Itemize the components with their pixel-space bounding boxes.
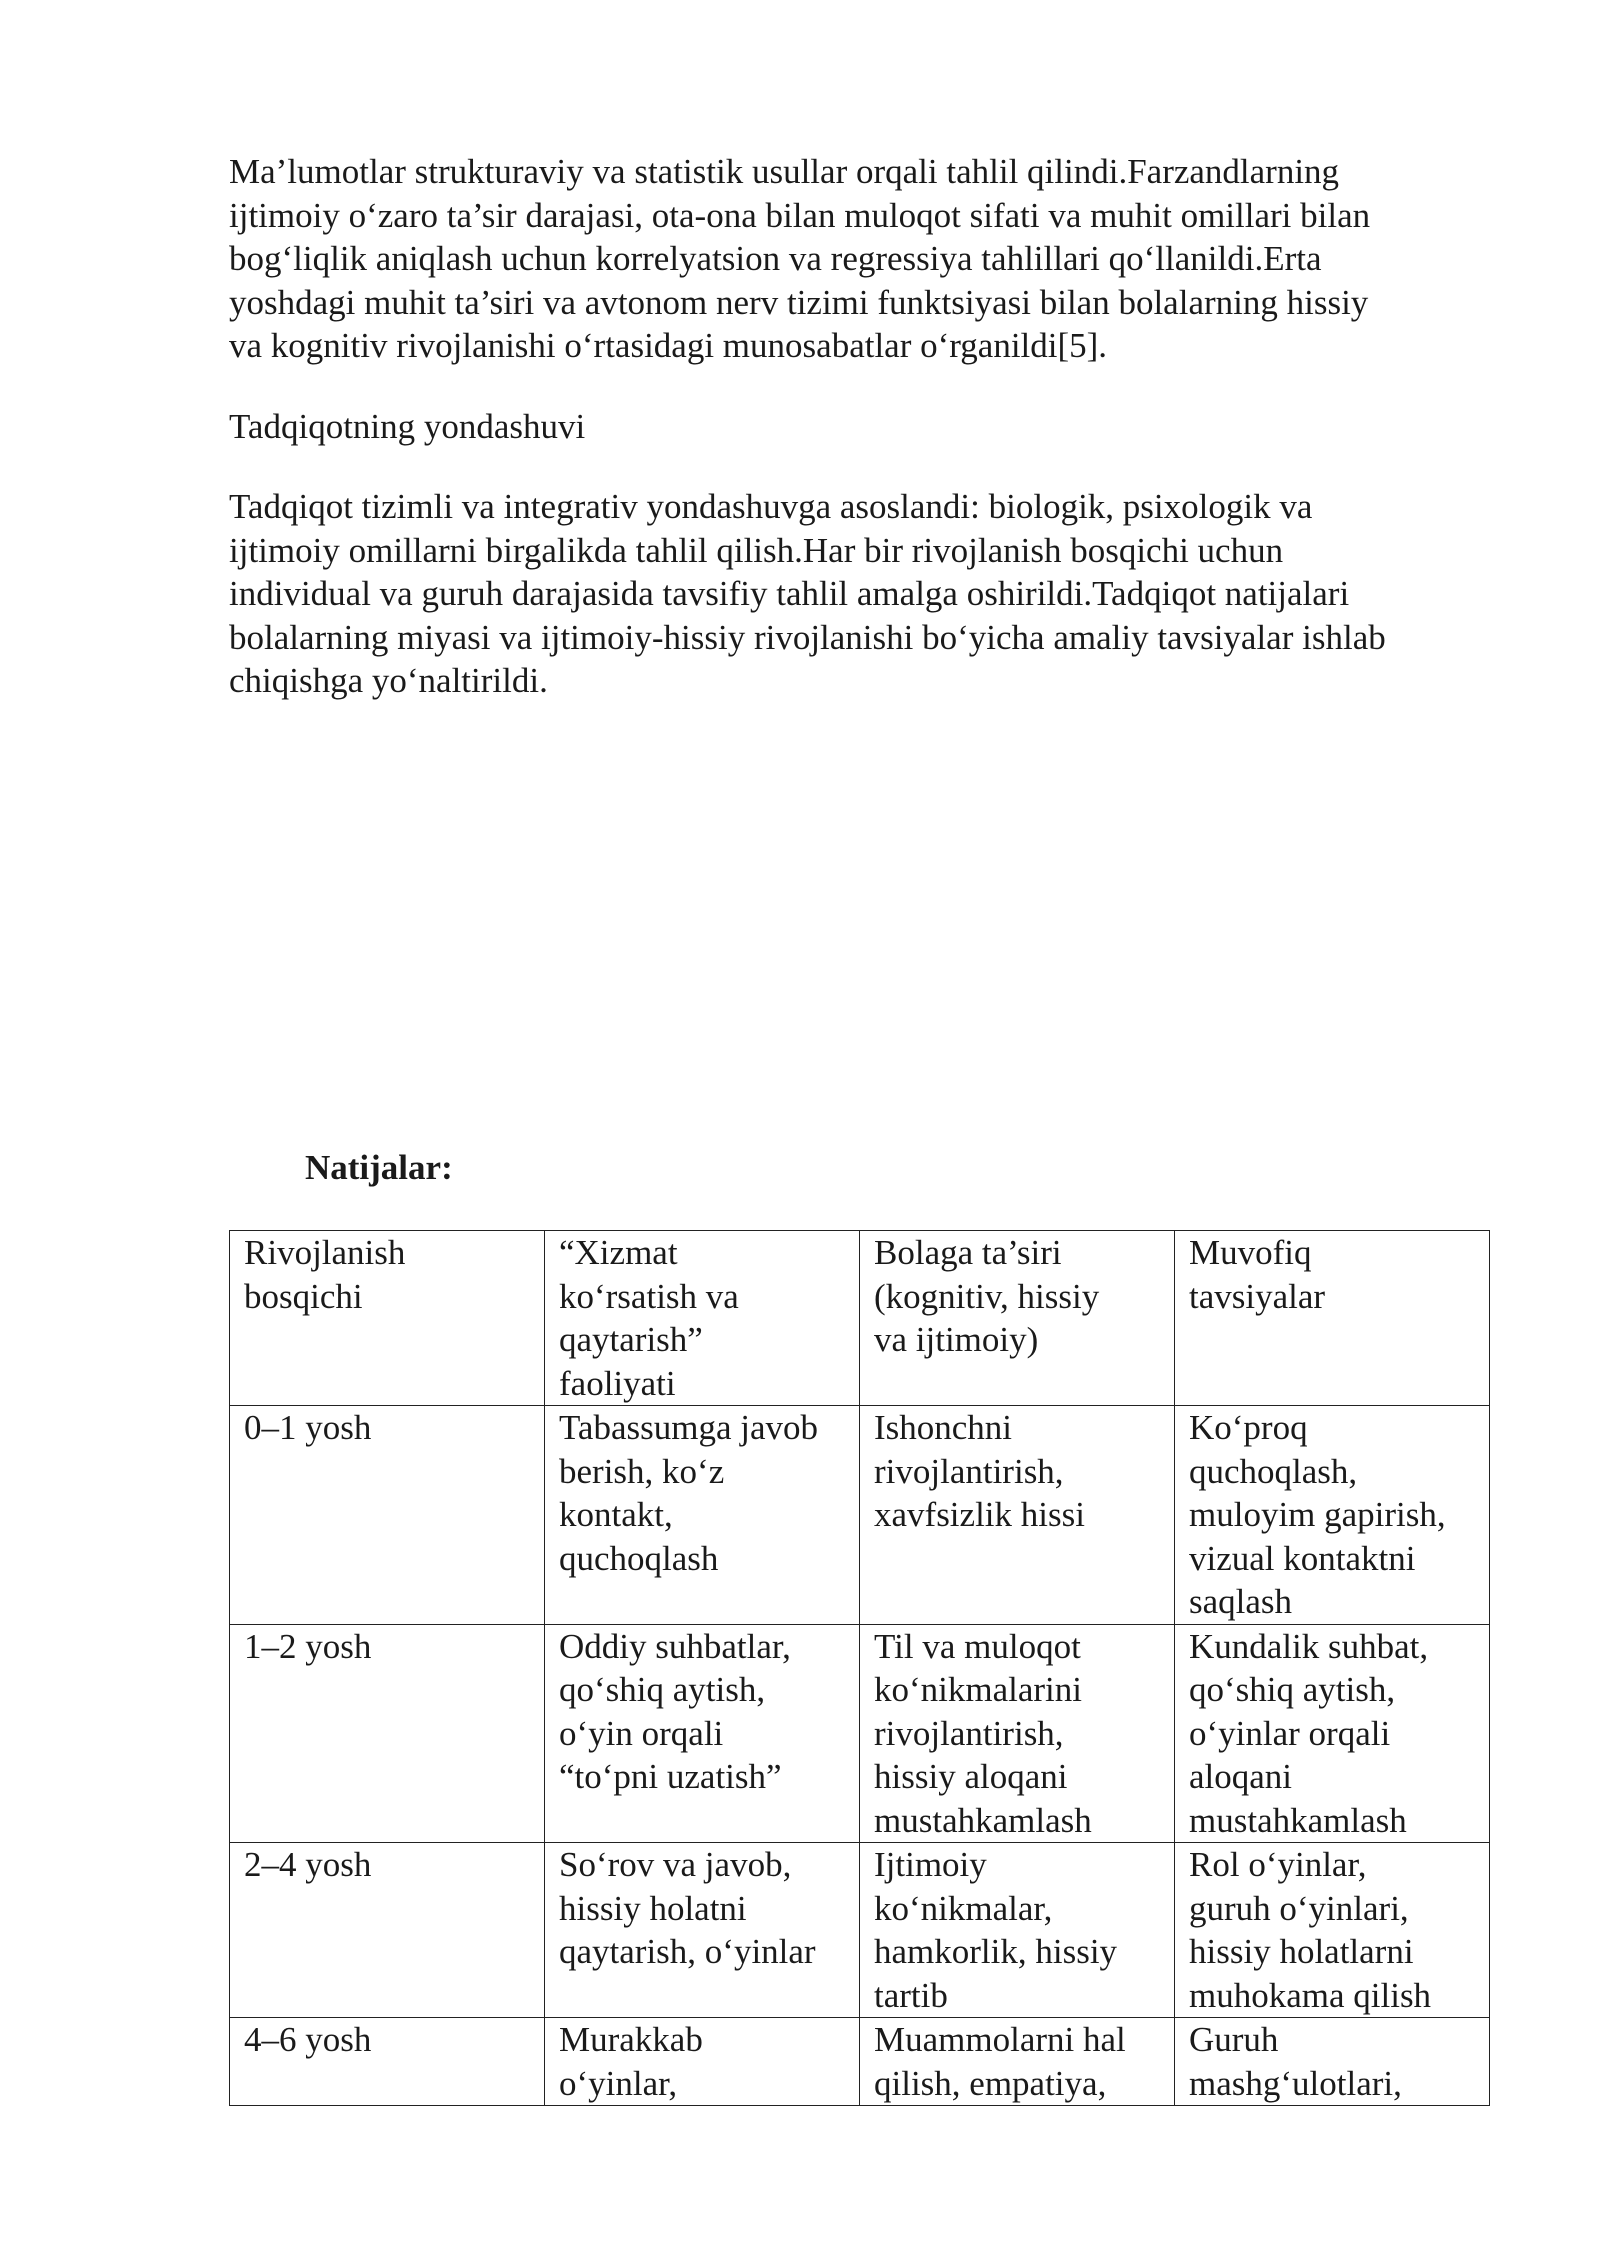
paragraph-research-approach: [229, 485, 1386, 703]
stage-cell: [230, 2018, 545, 2106]
cell-text-line: Rivojlanish: [244, 1233, 406, 1272]
cell-text-line: qaytarish, o‘yinlar: [559, 1932, 816, 1971]
cell-text-line: hissiy aloqani: [874, 1757, 1068, 1796]
text-line: bog‘liqlik aniqlash uchun korrelyatsion va regressiya tahlillari qo‘llanildi.Erta: [229, 239, 1322, 278]
cell-text-line: qo‘shiq aytish,: [559, 1670, 766, 1709]
impact-cell: [860, 2018, 1175, 2106]
cell-text-line: xavfsizlik hissi: [874, 1495, 1085, 1534]
column-header: [860, 1231, 1175, 1406]
cell-text-line: Rol o‘yinlar,: [1189, 1845, 1367, 1884]
cell-text-line: 4–6 yosh: [244, 2020, 372, 2059]
cell-text-line: quchoqlash: [559, 1538, 719, 1578]
column-header: [1175, 1231, 1490, 1406]
cell-text-line: muhokama qilish: [1189, 1975, 1432, 2015]
cell-text-line: aloqani: [1189, 1757, 1293, 1796]
cell-text-line: rivojlantirish,: [874, 1713, 1064, 1753]
cell-text-line: Ko‘proq: [1189, 1408, 1308, 1447]
cell-text-line: bosqichi: [244, 1276, 363, 1316]
cell-text-line: 1–2 yosh: [244, 1626, 372, 1666]
cell-text-line: Oddiy suhbatlar,: [559, 1626, 791, 1666]
cell-text-line: qo‘shiq aytish,: [1189, 1670, 1396, 1709]
stage-cell: [230, 1843, 545, 2018]
cell-text-line: mashg‘ulotlari,: [1189, 2063, 1402, 2103]
text-line: bolalarning miyasi va ijtimoiy-hissiy rivojlanishi bo‘yicha amaliy tavsiyalar ishlab: [229, 617, 1386, 657]
cell-text-line: Kundalik suhbat,: [1189, 1626, 1429, 1666]
cell-text-line: Murakkab: [559, 2020, 703, 2059]
table-row: [230, 2018, 1490, 2106]
impact-cell: [860, 1406, 1175, 1625]
cell-text-line: o‘yinlar orqali: [1189, 1713, 1391, 1753]
text-line: Tadqiqot tizimli va integrativ yondashuvga asoslandi: biologik, psixologik va: [229, 487, 1313, 526]
impact-cell: [860, 1624, 1175, 1843]
cell-text-line: Muammolarni hal: [874, 2020, 1126, 2059]
cell-text-line: hissiy holatlarni: [1189, 1932, 1414, 1971]
activity-cell: [545, 2018, 860, 2106]
cell-text-line: mustahkamlash: [1189, 1800, 1407, 1840]
recommendation-cell: [1175, 1843, 1490, 2018]
recommendation-cell: [1175, 2018, 1490, 2106]
column-header: [545, 1231, 860, 1406]
text-line: va kognitiv rivojlanishi o‘rtasidagi munosabatlar o‘rganildi[5].: [229, 326, 1108, 365]
cell-text-line: tartib: [874, 1975, 948, 2015]
paragraph-data-analysis: [229, 150, 1370, 368]
cell-text-line: faoliyati: [559, 1363, 676, 1403]
cell-text-line: rivojlantirish,: [874, 1451, 1064, 1491]
recommendation-cell: [1175, 1406, 1490, 1625]
table-row: [230, 1624, 1490, 1843]
cell-text-line: (kognitiv, hissiy: [874, 1276, 1100, 1316]
cell-text-line: Til va muloqot: [874, 1626, 1081, 1666]
section-heading: Tadqiqotning yondashuvi: [229, 407, 586, 446]
results-table: [229, 1230, 1490, 2106]
text-line: chiqishga yo‘naltirildi.: [229, 661, 548, 700]
text-line: yoshdagi muhit ta’siri va avtonom nerv tizimi funktsiyasi bilan bolalarning hissiy: [229, 282, 1369, 322]
cell-text-line: qaytarish”: [559, 1320, 703, 1359]
cell-text-line: va ijtimoiy): [874, 1320, 1039, 1359]
cell-text-line: ko‘nikmalarini: [874, 1670, 1083, 1709]
activity-cell: [545, 1624, 860, 1843]
cell-text-line: tavsiyalar: [1189, 1276, 1326, 1316]
cell-text-line: 0–1 yosh: [244, 1408, 372, 1447]
table-header-row: [230, 1231, 1490, 1406]
cell-text-line: Ishonchni: [874, 1408, 1013, 1447]
cell-text-line: mustahkamlash: [874, 1800, 1092, 1840]
activity-cell: [545, 1843, 860, 2018]
recommendation-cell: [1175, 1624, 1490, 1843]
cell-text-line: saqlash: [1189, 1582, 1293, 1621]
text-line: individual va guruh darajasida tavsifiy tahlil amalga oshirildi.Tadqiqot natijalari: [229, 574, 1350, 613]
cell-text-line: “to‘pni uzatish”: [559, 1757, 782, 1796]
cell-text-line: vizual kontaktni: [1189, 1538, 1416, 1578]
stage-cell: [230, 1624, 545, 1843]
cell-text-line: muloyim gapirish,: [1189, 1495, 1446, 1534]
cell-text-line: o‘yinlar,: [559, 2063, 678, 2103]
cell-text-line: Ijtimoiy: [874, 1845, 987, 1884]
cell-text-line: berish, ko‘z: [559, 1451, 725, 1491]
cell-text-line: Guruh: [1189, 2020, 1279, 2059]
cell-text-line: ko‘rsatish va: [559, 1276, 739, 1316]
activity-cell: [545, 1406, 860, 1625]
column-header: [230, 1231, 545, 1406]
cell-text-line: hissiy holatni: [559, 1888, 747, 1928]
cell-text-line: Bolaga ta’siri: [874, 1233, 1062, 1272]
cell-text-line: Muvofiq: [1189, 1233, 1312, 1272]
cell-text-line: hamkorlik, hissiy: [874, 1932, 1118, 1971]
table-row: [230, 1406, 1490, 1625]
stage-cell: [230, 1406, 545, 1625]
table-row: [230, 1843, 1490, 2018]
cell-text-line: Tabassumga javob: [559, 1408, 819, 1447]
cell-text-line: qilish, empatiya,: [874, 2063, 1107, 2103]
text-line: Ma’lumotlar strukturaviy va statistik usullar orqali tahlil qilindi.Farzandlarning: [229, 152, 1340, 191]
cell-text-line: o‘yin orqali: [559, 1713, 724, 1753]
text-line: ijtimoiy o‘zaro ta’sir darajasi, ota-ona bilan muloqot sifati va muhit omillari bilan: [229, 195, 1371, 235]
cell-text-line: guruh o‘yinlari,: [1189, 1888, 1409, 1928]
cell-text-line: quchoqlash,: [1189, 1451, 1358, 1491]
results-title: Natijalar:: [305, 1148, 453, 1187]
cell-text-line: kontakt,: [559, 1495, 673, 1534]
impact-cell: [860, 1843, 1175, 2018]
cell-text-line: So‘rov va javob,: [559, 1845, 792, 1884]
cell-text-line: “Xizmat: [559, 1233, 678, 1272]
cell-text-line: ko‘nikmalar,: [874, 1888, 1053, 1928]
text-line: ijtimoiy omillarni birgalikda tahlil qilish.Har bir rivojlanish bosqichi uchun: [229, 530, 1284, 570]
cell-text-line: 2–4 yosh: [244, 1845, 372, 1884]
